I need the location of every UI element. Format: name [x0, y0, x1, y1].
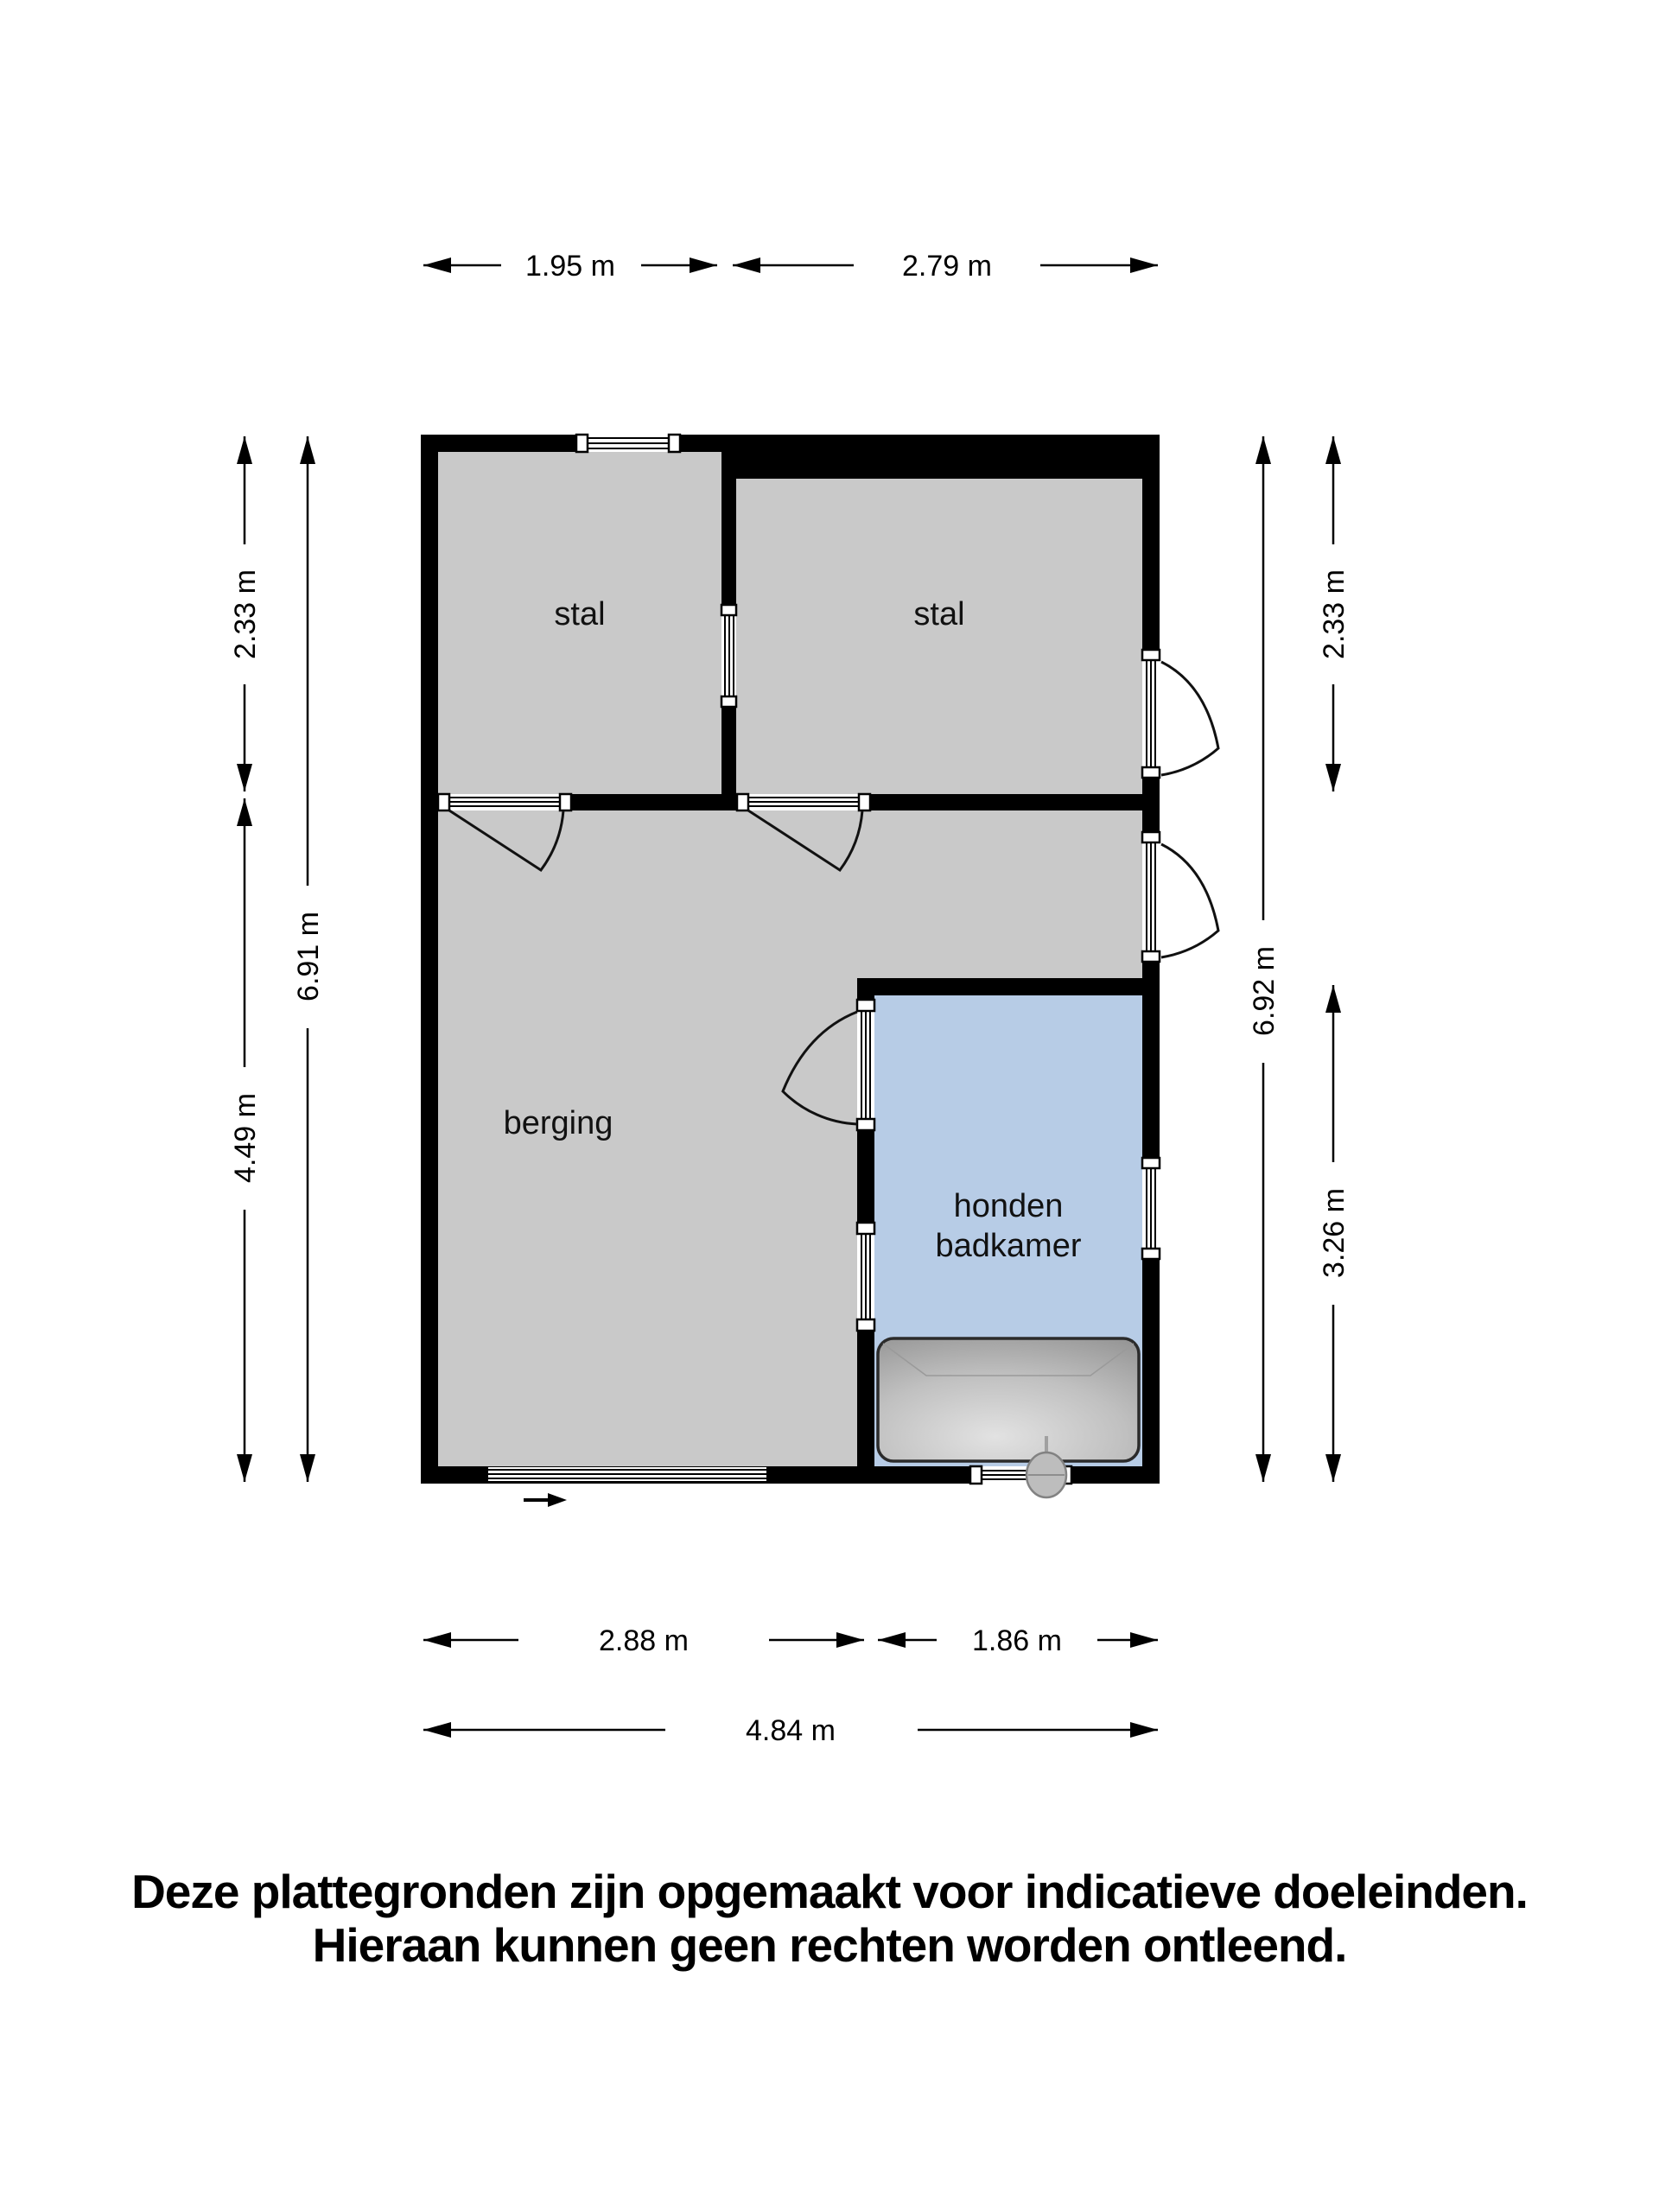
window-right-bathroom — [1142, 1158, 1160, 1259]
dimension-label: 2.79 m — [902, 250, 992, 283]
dimension-label: 4.84 m — [746, 1714, 836, 1747]
disclaimer-line2: Hieraan kunnen geen rechten worden ontleend. — [312, 1918, 1347, 1972]
door-stal-right — [737, 794, 870, 810]
dimension-bottom-left — [423, 1624, 864, 1657]
dimension-label: 2.33 m — [229, 569, 262, 659]
dimension-top-left — [423, 250, 717, 283]
door-stal-left — [438, 794, 571, 810]
dimension-bottom-total — [423, 1714, 1158, 1747]
dimension-right-upper — [1318, 436, 1351, 791]
dimension-left-lower — [229, 798, 262, 1482]
entrance-arrow — [524, 1493, 567, 1507]
window-stal-divider — [721, 605, 736, 707]
wall-top-right-thick — [736, 435, 1142, 479]
dimension-label: 4.49 m — [229, 1093, 262, 1183]
door-right-berging — [1142, 832, 1160, 962]
dimension-label: 3.26 m — [1318, 1188, 1351, 1278]
dimension-label: 2.88 m — [599, 1624, 689, 1657]
door-right-stal — [1142, 650, 1160, 778]
wall-bathroom-top — [857, 978, 1142, 995]
berging-label: berging — [503, 1105, 613, 1141]
dimension-right-lower — [1318, 985, 1351, 1482]
sliding-door-bottom — [488, 1467, 766, 1483]
dimension-label: 2.33 m — [1318, 569, 1351, 659]
door-bathroom — [857, 1000, 874, 1130]
dimension-right-total — [1248, 436, 1281, 1482]
stal-right-label: stal — [913, 596, 965, 632]
wall-left — [421, 435, 438, 1484]
bathtub — [878, 1338, 1139, 1461]
disclaimer-line1: Deze plattegronden zijn opgemaakt voor indicatieve doeleinden. — [131, 1865, 1528, 1918]
dimension-left-upper — [229, 436, 262, 791]
dimension-left-total — [292, 436, 325, 1482]
door-swing-right-stal — [1161, 662, 1218, 775]
dimension-top-right — [733, 250, 1158, 283]
dimension-label: 6.91 m — [292, 912, 325, 1001]
window-bathroom-left — [857, 1223, 874, 1331]
door-swing-right-berging — [1161, 844, 1218, 957]
dimension-label: 1.86 m — [972, 1624, 1062, 1657]
dog-bathroom-label-line1: honden — [953, 1188, 1064, 1224]
dimension-label: 6.92 m — [1248, 946, 1281, 1036]
dog-bathroom-label-line2: badkamer — [935, 1228, 1082, 1264]
disclaimer — [0, 1865, 1659, 1972]
stal-right-floor — [736, 479, 1142, 794]
stal-left-label: stal — [554, 596, 606, 632]
dimension-label: 1.95 m — [525, 250, 615, 283]
window-top — [576, 435, 680, 452]
dimension-bottom-right — [878, 1624, 1158, 1657]
room-floors — [438, 452, 1142, 1466]
